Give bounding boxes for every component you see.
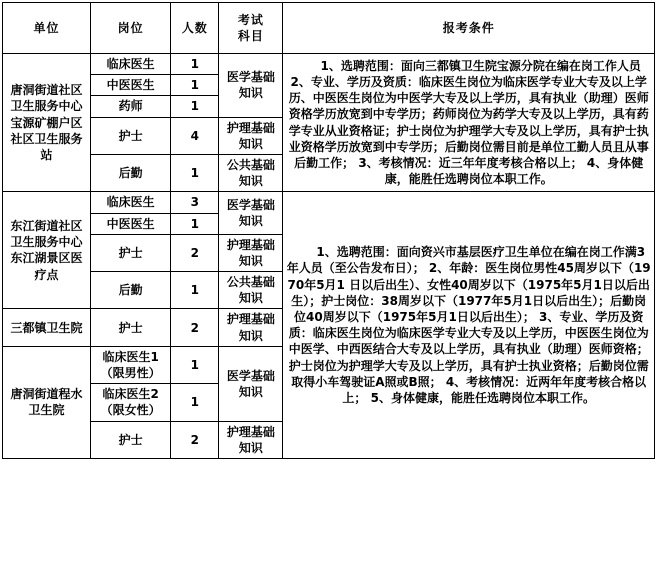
column-header-count: 人数 [171, 3, 219, 54]
cell-count: 1 [171, 213, 219, 234]
cell-post: 护士 [91, 234, 171, 271]
cell-post: 护士 [91, 421, 171, 458]
cell-unit: 唐洞街道程水卫生院 [3, 346, 91, 458]
cell-post: 临床医生1（限男性） [91, 346, 171, 383]
cell-post: 护士 [91, 309, 171, 346]
cell-unit: 三都镇卫生院 [3, 309, 91, 346]
conditions-text: 1、选聘范围：面向三都镇卫生院宝源分院在编在岗工作人员 2、专业、学历及资质：临床医生岗位为临床医学专业大专及以上学历、中医医生岗位为中医学大专及以上学历，具有执业（助理）医师资格学历放宽到中专学历；药师岗位为药学大专及以上学历，具有药学专业从业资格证；护士岗位为护理学大专及以上学历，具有护士执业资格学历放宽到中专学历；后勤岗位需目前是单位工勤人员且从事后勤工作； 3、考核情况：近三年年度考核合格以上； 4、身体健康，能胜任选聘岗位本职工作。 [288, 58, 649, 187]
cell-count: 1 [171, 54, 219, 75]
cell-count: 1 [171, 346, 219, 383]
cell-subject: 护理基础知识 [219, 421, 283, 458]
cell-unit: 唐洞街道社区卫生服务中心宝源矿棚户区社区卫生服务站 [3, 54, 91, 192]
cell-subject: 护理基础知识 [219, 234, 283, 271]
cell-subject: 公共基础知识 [219, 272, 283, 309]
column-header-unit: 单位 [3, 3, 91, 54]
cell-count: 3 [171, 192, 219, 213]
cell-post: 临床医生2（限女性） [91, 384, 171, 421]
table-header-row [3, 3, 655, 54]
column-header-subject-line2: 科目 [237, 29, 264, 43]
cell-subject: 公共基础知识 [219, 154, 283, 191]
cell-conditions [283, 54, 655, 192]
table-row [3, 54, 655, 75]
cell-subject: 护理基础知识 [219, 309, 283, 346]
cell-count: 2 [171, 421, 219, 458]
cell-subject: 医学基础知识 [219, 192, 283, 234]
cell-count: 1 [171, 272, 219, 309]
cell-subject: 医学基础知识 [219, 346, 283, 421]
cell-subject: 护理基础知识 [219, 117, 283, 154]
cell-post: 临床医生 [91, 54, 171, 75]
cell-count: 1 [171, 96, 219, 117]
column-header-subject-line1: 考试 [237, 12, 264, 27]
cell-post: 临床医生 [91, 192, 171, 213]
cell-unit: 东江街道社区卫生服务中心东江湖景区医疗点 [3, 192, 91, 309]
cell-count: 4 [171, 117, 219, 154]
cell-count: 1 [171, 75, 219, 96]
cell-conditions [283, 192, 655, 459]
cell-post: 药师 [91, 96, 171, 117]
recruitment-table [2, 2, 655, 459]
cell-post: 后勤 [91, 154, 171, 191]
column-header-subject [219, 3, 283, 54]
cell-post: 护士 [91, 117, 171, 154]
column-header-conditions: 报考条件 [283, 3, 655, 54]
column-header-post: 岗位 [91, 3, 171, 54]
cell-count: 1 [171, 384, 219, 421]
cell-post: 中医医生 [91, 213, 171, 234]
cell-count: 2 [171, 234, 219, 271]
cell-subject: 医学基础知识 [219, 54, 283, 118]
conditions-text: 1、选聘范围：面向资兴市基层医疗卫生单位在编在岗工作满3年人员（至公告发布日）； 2、年龄：医生岗位男性45周岁以下（1970年5月1 日以后出生）、女性40周岁以下（1975年5月1日以后出生）；护士岗位：38周岁以下（1977年5月1日以后出生）；后勤岗位40周岁以下（1975年5月1日以后出生）； 3、专业、学历及资质：临床医生岗位为临床医学专业大专及以上学历，中医医生岗位为中医学、中西医结合大专及以上学历，具有执业（助理）医师资格；护士岗位为护理学大专及以上学历，具有护士执业资格；后勤岗位需取得小车驾驶证A照或B照； 4、考核情况：近两年年度考核合格以上； 5、身体健康，能胜任选聘岗位本职工作。 [286, 245, 651, 405]
cell-count: 2 [171, 309, 219, 346]
cell-post: 中医医生 [91, 75, 171, 96]
cell-post: 后勤 [91, 272, 171, 309]
table-row [3, 192, 655, 213]
cell-count: 1 [171, 154, 219, 191]
